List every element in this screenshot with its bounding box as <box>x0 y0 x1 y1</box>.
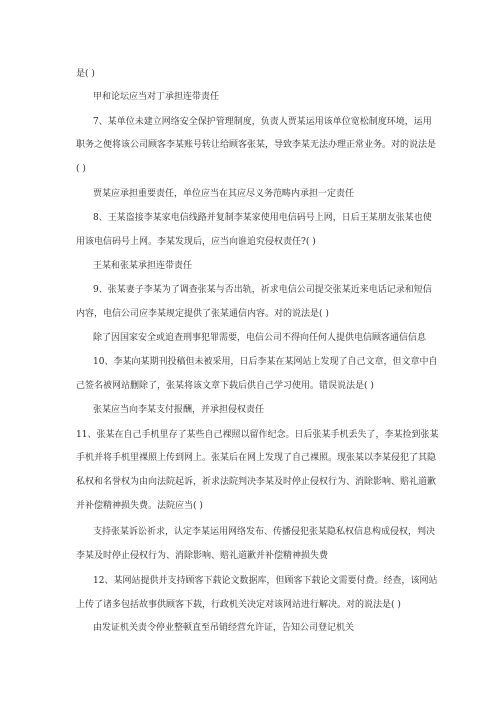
text-line: 职务之便将该公司顾客李某账号转让给顾客张某，导致李某无法办理正常业务。对的说法是 <box>76 140 437 150</box>
text-line: 手机并将手机里裸照上传到网上。张某后在网上发现了自己裸照。现张某以李某侵犯了其隐 <box>76 453 437 463</box>
answer-line: 甲和论坛应当对丁承担连带责任 <box>93 92 220 102</box>
question-11-line: 11、张某在自己手机里存了某些自己裸照以留作纪念。日后张某手机丢失了，李某捡到张某 <box>76 430 439 440</box>
text-line: ( ) <box>76 164 86 174</box>
text-line: 上传了诸多包括故事供顾客下载，行政机关决定对该网站进行解决。对的说法是( ) <box>76 600 401 610</box>
answer-line: 贾某应承担重要责任，单位应当在其应尽义务范畴内承担一定责任 <box>93 189 355 199</box>
text-line: 李某及时停止侵权行为、消除影响、赔礼道歉并补偿精神损失费 <box>76 551 329 561</box>
question-8-line: 8、王某盗接李某家电信线路并复制李某家使用电信码号上网，日后王某朋友张某也使 <box>93 213 432 223</box>
answer-line: 王某和张某承担连带责任 <box>93 261 193 271</box>
question-10-line: 10、李某向某期刊投稿但未被采用，日后李某在某网站上发现了自己文章，但文章中自 <box>93 357 438 367</box>
question-12-line: 12、某网站提供并支持顾客下载论文数据库，但顾客下载论文需要付费。经查，该网站 <box>93 576 438 586</box>
text-line: 用该电信码号上网。李某发现后，应当向谁追究侵权责任?( ) <box>76 237 316 247</box>
question-7-line: 7、某单位未建立网络安全保护管理制度，负责人贾某运用该单位宽松制度环境，运用 <box>93 117 432 127</box>
answer-line: 由发证机关责令停业整顿直至吊销经营允许证，告知公司登记机关 <box>93 623 355 633</box>
answer-line: 张某应当向李某支付报酬，并承担侵权责任 <box>93 405 265 415</box>
question-9-line: 9、张某妻子李某为了调查张某与否出轨，祈求电信公司提交张某近来电话记录和短信 <box>93 285 432 295</box>
text-line: 内容，电信公司应李某规定提供了张某通信内容。对的说法是( ) <box>76 309 329 319</box>
text-line: 私权和名誉权为由向法院起诉，祈求法院判决李某及时停止侵权行为、消除影响、赔礼道歉 <box>76 477 437 487</box>
answer-line: 除了因国家安全或追查刑事犯罪需要，电信公司不得向任何人提供电信顾客通信信息 <box>93 333 427 343</box>
text-line: 是( ) <box>76 69 95 79</box>
text-line: 己签名被网站删除了，张某将该文章下载后供自己学习使用。错误说法是( ) <box>76 381 374 391</box>
text-line: 并补偿精神损失费。法院应当( ) <box>76 501 203 511</box>
answer-line: 支持张某诉讼祈求，认定李某运用网络发布、传播侵犯张某隐私权信息构成侵权，判决 <box>93 527 436 537</box>
